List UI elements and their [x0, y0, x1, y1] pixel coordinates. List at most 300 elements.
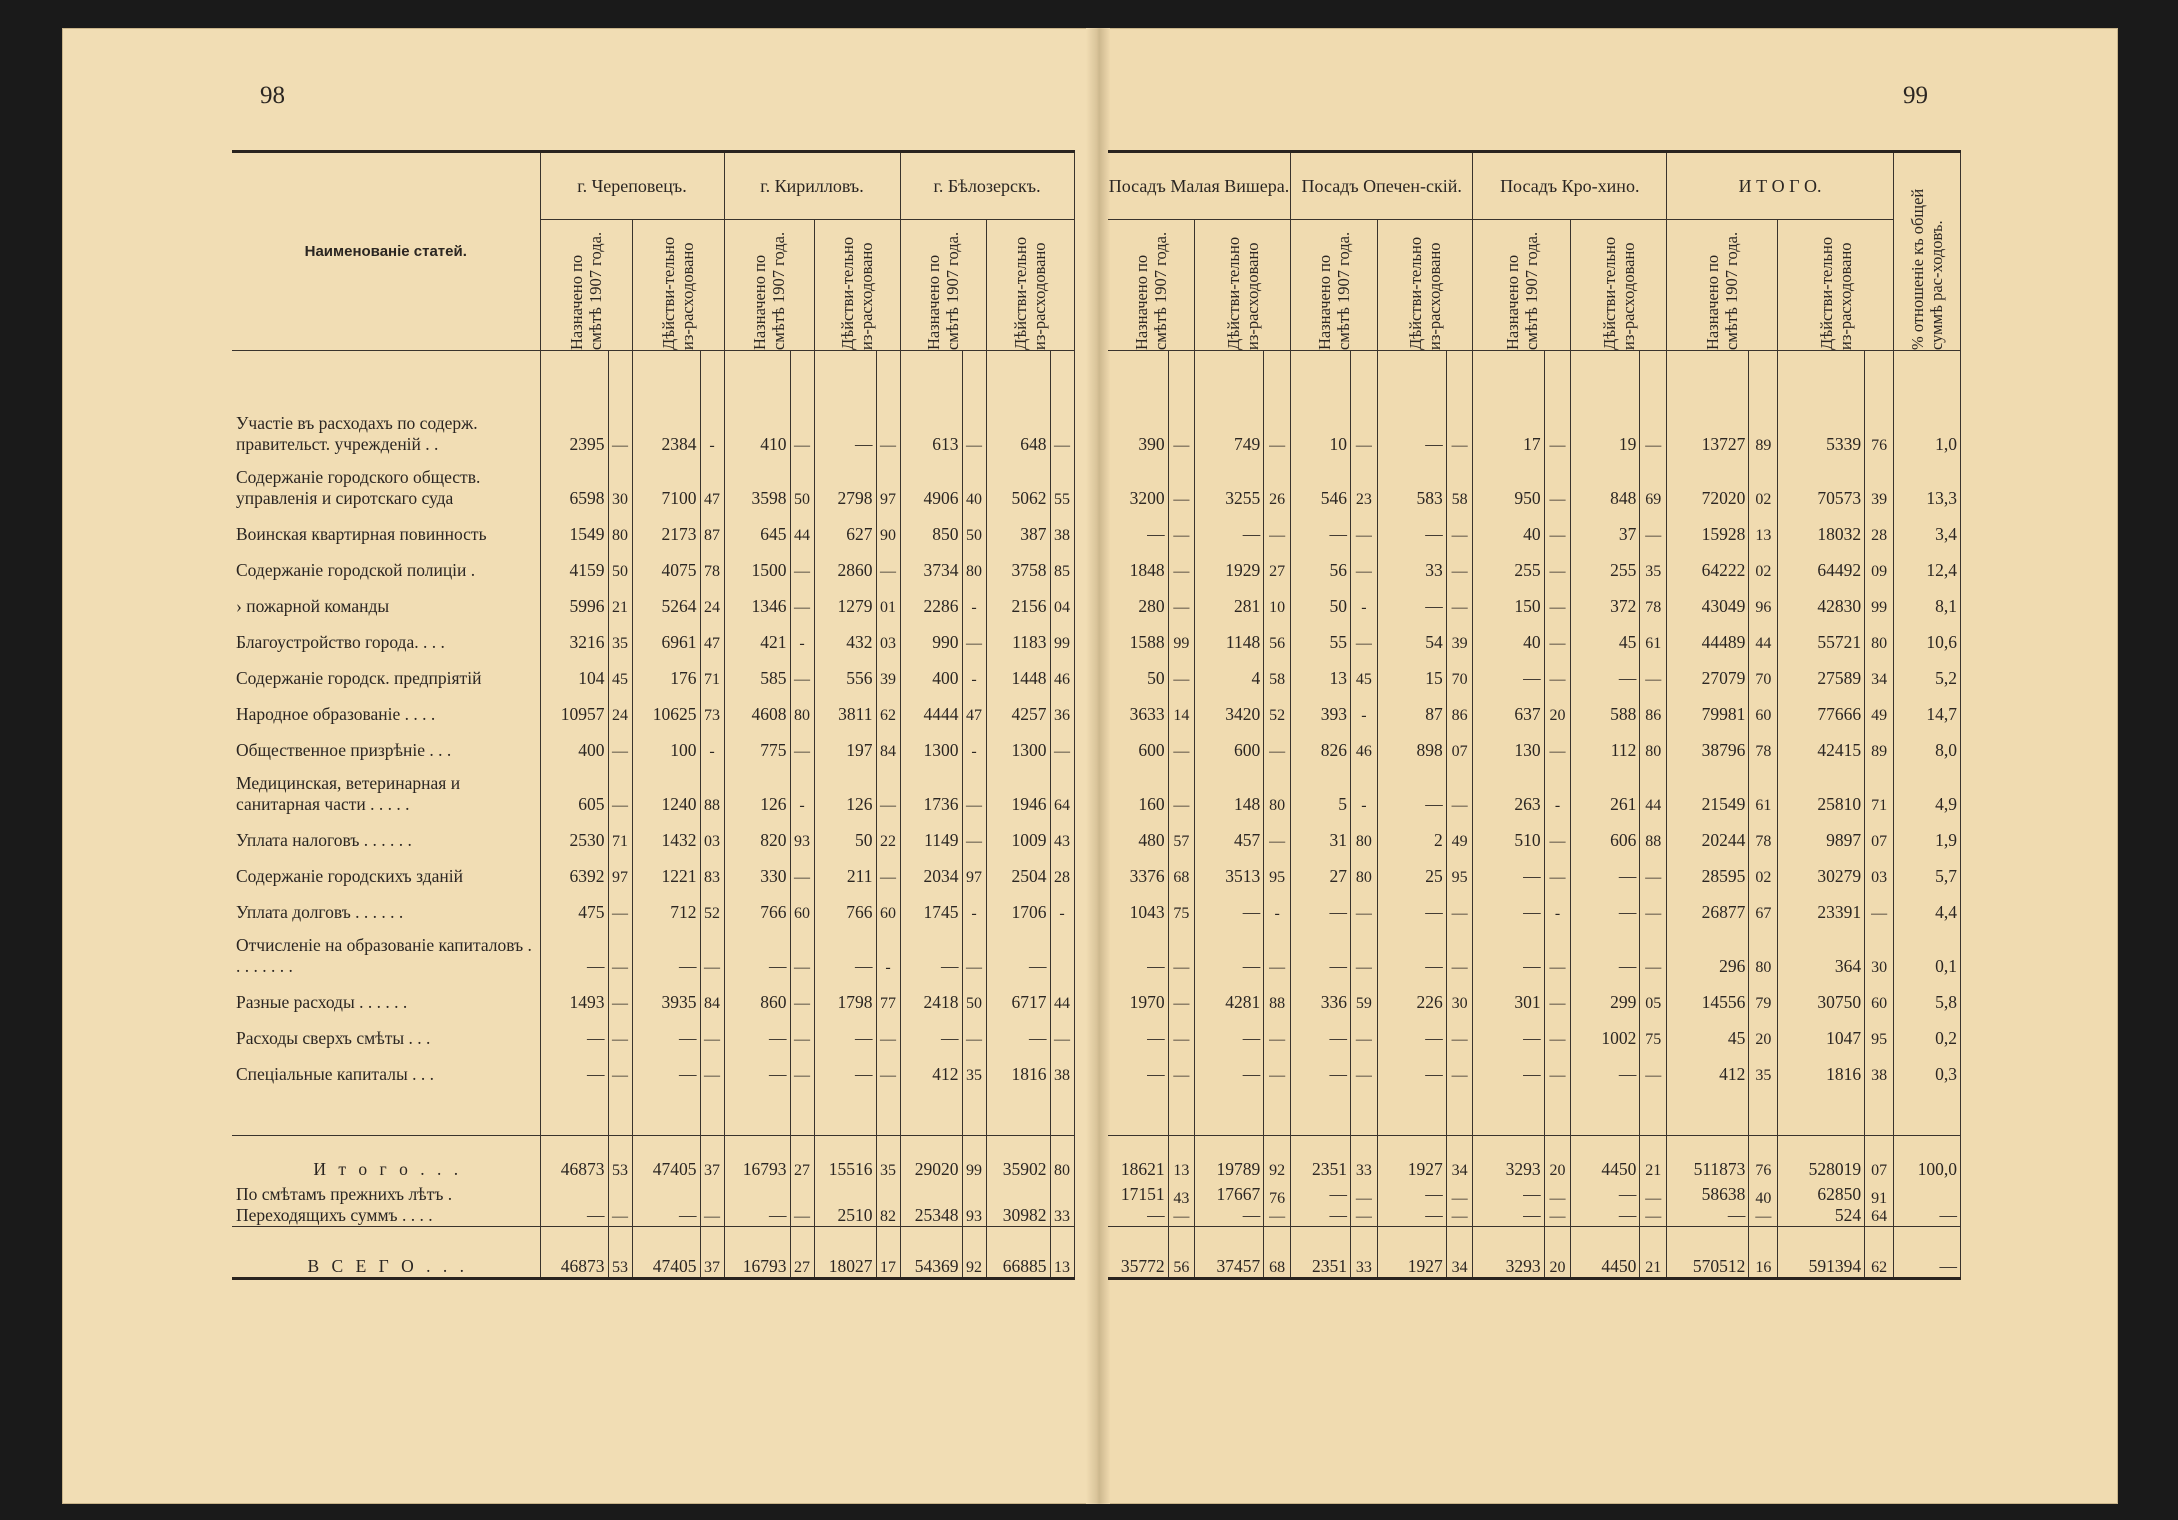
amount-kopecks: 71: [608, 815, 632, 851]
amount-rubles: 475: [540, 887, 608, 923]
amount-rubles: —: [1108, 1013, 1168, 1049]
table-row: [232, 851, 1074, 887]
amount-rubles: 9897: [1778, 815, 1865, 851]
amount-kopecks: —: [1446, 401, 1473, 455]
amount-rubles: 54: [1377, 617, 1446, 653]
amount-rubles: 5264: [632, 581, 700, 617]
amount-kopecks: [1168, 1180, 1195, 1227]
amount-rubles: 1493: [540, 977, 608, 1013]
table-row: [1108, 725, 1961, 761]
grand-total-label: В С Е Г О . . .: [232, 1227, 540, 1279]
amount-rubles: 40: [1473, 617, 1544, 653]
amount-rubles: 1816: [1778, 1049, 1865, 1085]
amount-rubles: 3255: [1195, 455, 1264, 509]
amount-rubles: 104: [540, 653, 608, 689]
amount-kopecks: 60: [876, 887, 900, 923]
prev-years-kopecks: 40: [1755, 1190, 1772, 1207]
amount-kopecks: 02: [1749, 851, 1778, 887]
amount-rubles: 1043: [1108, 887, 1168, 923]
amount-rubles: 400: [900, 653, 962, 689]
amount-kopecks: -: [790, 617, 814, 653]
amount-kopecks: —: [790, 851, 814, 887]
amount-kopecks: 68: [1168, 851, 1195, 887]
amount-kopecks: 46: [1050, 653, 1074, 689]
amount-kopecks: 20: [1544, 1227, 1571, 1279]
amount-rubles: —: [724, 1013, 790, 1049]
amount-kopecks: —: [1640, 923, 1667, 977]
table-row: [1108, 617, 1961, 653]
amount-kopecks: 03: [1865, 851, 1894, 887]
assigned-header: [1667, 220, 1778, 351]
amount-rubles: 766: [814, 887, 876, 923]
amount-kopecks: —: [1640, 1049, 1667, 1085]
amount-rubles: 263: [1473, 761, 1544, 815]
amount-kopecks: 53: [608, 1227, 632, 1279]
amount-rubles: 44489: [1667, 617, 1749, 653]
carried-kopecks: —: [1451, 1208, 1468, 1225]
amount-rubles: 72020: [1667, 455, 1749, 509]
amount-kopecks: 78: [1749, 815, 1778, 851]
amount-kopecks: —: [1168, 401, 1195, 455]
amount-rubles: 2: [1377, 815, 1446, 851]
percent-value: 1,0: [1894, 401, 1961, 455]
amount-rubles: —: [632, 1180, 700, 1227]
amount-rubles: 47405: [632, 1227, 700, 1279]
amount-kopecks: —: [790, 653, 814, 689]
amount-rubles: 30982: [986, 1180, 1050, 1227]
amount-rubles: 627: [814, 509, 876, 545]
amount-kopecks: —: [608, 1180, 632, 1227]
amount-rubles: 3935: [632, 977, 700, 1013]
amount-kopecks: —: [1544, 977, 1571, 1013]
row-label: Уплата долговъ . . . . . .: [232, 887, 540, 923]
percent-value: 13,3: [1894, 455, 1961, 509]
amount-rubles: 393: [1290, 689, 1350, 725]
amount-rubles: 850: [900, 509, 962, 545]
row-label: Отчисленіе на образованіе капиталовъ . . . . . . . .: [232, 923, 540, 977]
amount-kopecks: 01: [876, 581, 900, 617]
assigned-header: [900, 220, 986, 351]
amount-kopecks: —: [1050, 1013, 1074, 1049]
amount-rubles: 1002: [1571, 1013, 1640, 1049]
amount-rubles: 4257: [986, 689, 1050, 725]
previous-sums-row: [1108, 1180, 1961, 1227]
amount-rubles: 18621: [1108, 1136, 1168, 1181]
amount-kopecks: 62: [876, 689, 900, 725]
subheader-text: Назначено по смѣтѣ 1907 года.: [567, 231, 605, 350]
amount-kopecks: 87: [700, 509, 724, 545]
amount-rubles: [1108, 1180, 1168, 1227]
amount-kopecks: —: [1351, 509, 1378, 545]
amount-kopecks: 14: [1168, 689, 1195, 725]
carried-kopecks: —: [1645, 1208, 1662, 1225]
amount-rubles: 150: [1473, 581, 1544, 617]
table-row: [232, 617, 1074, 653]
table-row: [1108, 581, 1961, 617]
row-label: Благоустройство города. . . .: [232, 617, 540, 653]
amount-kopecks: 47: [962, 689, 986, 725]
amount-rubles: 5: [1290, 761, 1350, 815]
amount-rubles: 2351: [1290, 1227, 1350, 1279]
amount-kopecks: —: [1264, 1049, 1291, 1085]
amount-kopecks: —: [1544, 455, 1571, 509]
prev-years-rubles: —: [1329, 1184, 1348, 1204]
amount-kopecks: —: [1351, 887, 1378, 923]
amount-rubles: —: [1473, 851, 1544, 887]
amount-rubles: 29020: [900, 1136, 962, 1181]
amount-kopecks: 34: [1446, 1227, 1473, 1279]
amount-rubles: —: [986, 1013, 1050, 1049]
amount-rubles: —: [1290, 1013, 1350, 1049]
amount-rubles: 645: [724, 509, 790, 545]
total-row: [232, 1136, 1074, 1181]
subheader-text: Дѣйстви-тельно из-расходовано: [1816, 236, 1855, 350]
amount-rubles: 15516: [814, 1136, 876, 1181]
amount-kopecks: —: [790, 1013, 814, 1049]
carried-rubles: —: [1242, 1205, 1261, 1225]
percent-value: —: [1894, 1180, 1961, 1227]
amount-rubles: 2510: [814, 1180, 876, 1227]
amount-rubles: 588: [1571, 689, 1640, 725]
amount-rubles: 1929: [1195, 545, 1264, 581]
amount-kopecks: 47: [700, 455, 724, 509]
amount-rubles: 648: [986, 401, 1050, 455]
amount-kopecks: —: [1168, 581, 1195, 617]
amount-rubles: 3513: [1195, 851, 1264, 887]
amount-kopecks: —: [608, 1013, 632, 1049]
amount-kopecks: —: [1544, 815, 1571, 851]
amount-rubles: —: [1377, 1013, 1446, 1049]
amount-kopecks: 58: [1446, 455, 1473, 509]
spent-header: [986, 220, 1074, 351]
amount-rubles: 19789: [1195, 1136, 1264, 1181]
amount-rubles: 637: [1473, 689, 1544, 725]
amount-kopecks: 71: [700, 653, 724, 689]
amount-rubles: —: [540, 1049, 608, 1085]
amount-rubles: 826: [1290, 725, 1350, 761]
amount-kopecks: 99: [962, 1136, 986, 1181]
amount-kopecks: 44: [1050, 977, 1074, 1013]
amount-kopecks: 80: [1264, 761, 1291, 815]
amount-rubles: 3200: [1108, 455, 1168, 509]
amount-kopecks: 39: [876, 653, 900, 689]
amount-kopecks: —: [1264, 401, 1291, 455]
amount-kopecks: —: [1050, 401, 1074, 455]
amount-rubles: —: [540, 1180, 608, 1227]
amount-rubles: 2395: [540, 401, 608, 455]
amount-kopecks: 46: [1351, 725, 1378, 761]
amount-rubles: 3216: [540, 617, 608, 653]
amount-rubles: 37457: [1195, 1227, 1264, 1279]
left-page-number: 98: [260, 82, 285, 109]
amount-kopecks: —: [1168, 509, 1195, 545]
amount-rubles: 20244: [1667, 815, 1749, 851]
amount-kopecks: 58: [1264, 653, 1291, 689]
amount-rubles: 176: [632, 653, 700, 689]
group-header: г. Кирилловъ.: [724, 152, 900, 220]
row-label: Разные расходы . . . . . .: [232, 977, 540, 1013]
prev-years-rubles: —: [1523, 1184, 1541, 1204]
amount-kopecks: 26: [1264, 455, 1291, 509]
amount-kopecks: —: [1168, 545, 1195, 581]
prev-years-kopecks: —: [1645, 1190, 1662, 1207]
amount-kopecks: —: [1446, 761, 1473, 815]
amount-rubles: 4450: [1571, 1136, 1640, 1181]
amount-kopecks: —: [1264, 923, 1291, 977]
amount-kopecks: 28: [1865, 509, 1894, 545]
amount-kopecks: 77: [876, 977, 900, 1013]
amount-rubles: 296: [1667, 923, 1749, 977]
amount-kopecks: —: [1544, 617, 1571, 653]
amount-kopecks: 83: [700, 851, 724, 887]
carried-kopecks: —: [1355, 1208, 1372, 1225]
carried-rubles: —: [1523, 1205, 1541, 1225]
amount-rubles: —: [1571, 851, 1640, 887]
table-row: [232, 725, 1074, 761]
amount-kopecks: 13: [1050, 1227, 1074, 1279]
amount-rubles: 950: [1473, 455, 1544, 509]
prev-years-kopecks: —: [1355, 1190, 1372, 1207]
amount-kopecks: 92: [1264, 1136, 1291, 1181]
amount-rubles: —: [1195, 923, 1264, 977]
amount-rubles: [1778, 1180, 1865, 1227]
amount-rubles: 64222: [1667, 545, 1749, 581]
amount-rubles: 28595: [1667, 851, 1749, 887]
amount-rubles: —: [1571, 887, 1640, 923]
amount-kopecks: 23: [1351, 455, 1378, 509]
amount-rubles: 3376: [1108, 851, 1168, 887]
amount-rubles: 16793: [724, 1136, 790, 1181]
amount-rubles: 25: [1377, 851, 1446, 887]
amount-rubles: 33: [1377, 545, 1446, 581]
amount-kopecks: —: [876, 761, 900, 815]
amount-rubles: 281: [1195, 581, 1264, 617]
carried-rubles: 524: [1834, 1205, 1862, 1225]
amount-rubles: —: [814, 1013, 876, 1049]
previous-sums-row: [232, 1180, 1074, 1227]
amount-kopecks: 64: [1050, 761, 1074, 815]
amount-kopecks: 88: [1640, 815, 1667, 851]
amount-kopecks: 45: [608, 653, 632, 689]
amount-kopecks: 07: [1865, 815, 1894, 851]
amount-rubles: [1667, 1180, 1749, 1227]
amount-rubles: 66885: [986, 1227, 1050, 1279]
amount-rubles: —: [1290, 923, 1350, 977]
amount-kopecks: 33: [1351, 1136, 1378, 1181]
amount-rubles: —: [1377, 581, 1446, 617]
amount-kopecks: —: [790, 545, 814, 581]
amount-kopecks: 80: [1640, 725, 1667, 761]
amount-rubles: 54369: [900, 1227, 962, 1279]
amount-kopecks: —: [1168, 923, 1195, 977]
amount-rubles: 421: [724, 617, 790, 653]
amount-kopecks: 35: [608, 617, 632, 653]
amount-rubles: 1970: [1108, 977, 1168, 1013]
amount-kopecks: —: [608, 923, 632, 977]
amount-rubles: 4075: [632, 545, 700, 581]
amount-rubles: 387: [986, 509, 1050, 545]
amount-kopecks: —: [962, 761, 986, 815]
subheader-text: Дѣйстви-тельно из-расходовано: [1599, 236, 1638, 350]
amount-rubles: [1377, 1180, 1446, 1227]
amount-rubles: 5339: [1778, 401, 1865, 455]
amount-kopecks: 52: [1264, 689, 1291, 725]
column-header-name: Наименованіе статей.: [232, 152, 540, 351]
amount-rubles: 10: [1290, 401, 1350, 455]
table-row: [232, 815, 1074, 851]
amount-rubles: 2798: [814, 455, 876, 509]
amount-kopecks: -: [876, 923, 900, 977]
amount-rubles: 1549: [540, 509, 608, 545]
amount-rubles: [1195, 1180, 1264, 1227]
amount-kopecks: —: [1351, 1049, 1378, 1085]
amount-kopecks: 73: [700, 689, 724, 725]
amount-rubles: 613: [900, 401, 962, 455]
amount-kopecks: —: [1544, 923, 1571, 977]
amount-kopecks: 47: [700, 617, 724, 653]
row-label: Общественное призрѣніе . . .: [232, 725, 540, 761]
amount-rubles: 570512: [1667, 1227, 1749, 1279]
amount-rubles: 45: [1571, 617, 1640, 653]
amount-kopecks: 68: [1264, 1227, 1291, 1279]
amount-kopecks: 49: [1446, 815, 1473, 851]
amount-kopecks: —: [1168, 761, 1195, 815]
amount-rubles: —: [1377, 509, 1446, 545]
amount-kopecks: —: [790, 581, 814, 617]
amount-kopecks: 07: [1865, 1136, 1894, 1181]
table-row: [232, 1049, 1074, 1085]
amount-rubles: 2530: [540, 815, 608, 851]
spent-header: [1778, 220, 1894, 351]
amount-kopecks: 27: [790, 1136, 814, 1181]
amount-rubles: 31: [1290, 815, 1350, 851]
amount-rubles: 848: [1571, 455, 1640, 509]
carried-kopecks: —: [1269, 1208, 1286, 1225]
amount-kopecks: —: [700, 1049, 724, 1085]
amount-rubles: 10957: [540, 689, 608, 725]
amount-kopecks: —: [1351, 923, 1378, 977]
amount-rubles: 30750: [1778, 977, 1865, 1013]
amount-rubles: —: [632, 923, 700, 977]
subheader-text: Назначено по смѣтѣ 1907 года.: [1314, 231, 1353, 350]
carried-kopecks: —: [1549, 1208, 1566, 1225]
amount-kopecks: 05: [1640, 977, 1667, 1013]
amount-kopecks: -: [962, 887, 986, 923]
amount-rubles: 13727: [1667, 401, 1749, 455]
amount-rubles: 27589: [1778, 653, 1865, 689]
amount-kopecks: 27: [1264, 545, 1291, 581]
amount-kopecks: 84: [876, 725, 900, 761]
amount-rubles: 585: [724, 653, 790, 689]
amount-rubles: —: [1290, 1049, 1350, 1085]
amount-rubles: 27: [1290, 851, 1350, 887]
subheader-text: Назначено по смѣтѣ 1907 года.: [750, 231, 788, 350]
prev-years-rubles: 17151: [1120, 1184, 1165, 1204]
amount-rubles: 600: [1195, 725, 1264, 761]
amount-rubles: —: [540, 923, 608, 977]
amount-rubles: 5996: [540, 581, 608, 617]
amount-kopecks: 78: [700, 545, 724, 581]
amount-rubles: 255: [1473, 545, 1544, 581]
amount-rubles: 280: [1108, 581, 1168, 617]
amount-rubles: 1009: [986, 815, 1050, 851]
table-row: [232, 761, 1074, 815]
amount-kopecks: 80: [790, 689, 814, 725]
amount-rubles: 1432: [632, 815, 700, 851]
amount-rubles: 1798: [814, 977, 876, 1013]
subheader-text: Дѣйстви-тельно из-расходовано: [838, 236, 876, 350]
amount-kopecks: —: [1544, 725, 1571, 761]
table-row: [232, 977, 1074, 1013]
amount-kopecks: 10: [1264, 581, 1291, 617]
amount-kopecks: —: [1446, 887, 1473, 923]
amount-rubles: 46873: [540, 1227, 608, 1279]
amount-rubles: 47405: [632, 1136, 700, 1181]
amount-kopecks: —: [1640, 401, 1667, 455]
amount-rubles: 1221: [632, 851, 700, 887]
amount-rubles: 330: [724, 851, 790, 887]
carried-rubles: —: [1329, 1205, 1348, 1225]
amount-rubles: 7100: [632, 455, 700, 509]
amount-kopecks: —: [1544, 401, 1571, 455]
amount-kopecks: 13: [1749, 509, 1778, 545]
amount-kopecks: [1544, 1180, 1571, 1227]
amount-rubles: 160: [1108, 761, 1168, 815]
amount-kopecks: —: [1544, 1013, 1571, 1049]
amount-rubles: 301: [1473, 977, 1544, 1013]
amount-kopecks: 35: [876, 1136, 900, 1181]
amount-kopecks: 28: [1050, 851, 1074, 887]
table-row: [232, 689, 1074, 725]
amount-rubles: 6961: [632, 617, 700, 653]
amount-kopecks: —: [608, 1049, 632, 1085]
amount-rubles: 1927: [1377, 1136, 1446, 1181]
amount-rubles: 1816: [986, 1049, 1050, 1085]
amount-kopecks: 21: [1640, 1136, 1667, 1181]
group-header: Посадъ Кро-хино.: [1473, 152, 1667, 220]
percent-header: [1894, 152, 1961, 351]
amount-rubles: [1571, 1180, 1640, 1227]
amount-kopecks: -: [962, 725, 986, 761]
amount-rubles: 1149: [900, 815, 962, 851]
amount-rubles: 412: [900, 1049, 962, 1085]
amount-kopecks: 60: [1865, 977, 1894, 1013]
group-header: Посадъ Опечен-скій.: [1290, 152, 1472, 220]
amount-rubles: 18032: [1778, 509, 1865, 545]
prev-years-rubles: —: [1618, 1184, 1637, 1204]
amount-kopecks: 69: [1640, 455, 1667, 509]
percent-value: 4,4: [1894, 887, 1961, 923]
amount-kopecks: -: [962, 653, 986, 689]
amount-rubles: 591394: [1778, 1227, 1865, 1279]
right-expense-table: [1108, 150, 1961, 1280]
row-label: › пожарной команды: [232, 581, 540, 617]
amount-rubles: 1279: [814, 581, 876, 617]
amount-rubles: 16793: [724, 1227, 790, 1279]
amount-kopecks: -: [1264, 887, 1291, 923]
amount-rubles: 1346: [724, 581, 790, 617]
amount-kopecks: —: [1544, 851, 1571, 887]
amount-rubles: 1240: [632, 761, 700, 815]
amount-kopecks: -: [1050, 887, 1074, 923]
assigned-header: [1473, 220, 1571, 351]
amount-rubles: 46873: [540, 1136, 608, 1181]
amount-rubles: 79981: [1667, 689, 1749, 725]
amount-kopecks: 24: [700, 581, 724, 617]
amount-kopecks: —: [1640, 851, 1667, 887]
amount-rubles: —: [632, 1013, 700, 1049]
amount-kopecks: 61: [1640, 617, 1667, 653]
